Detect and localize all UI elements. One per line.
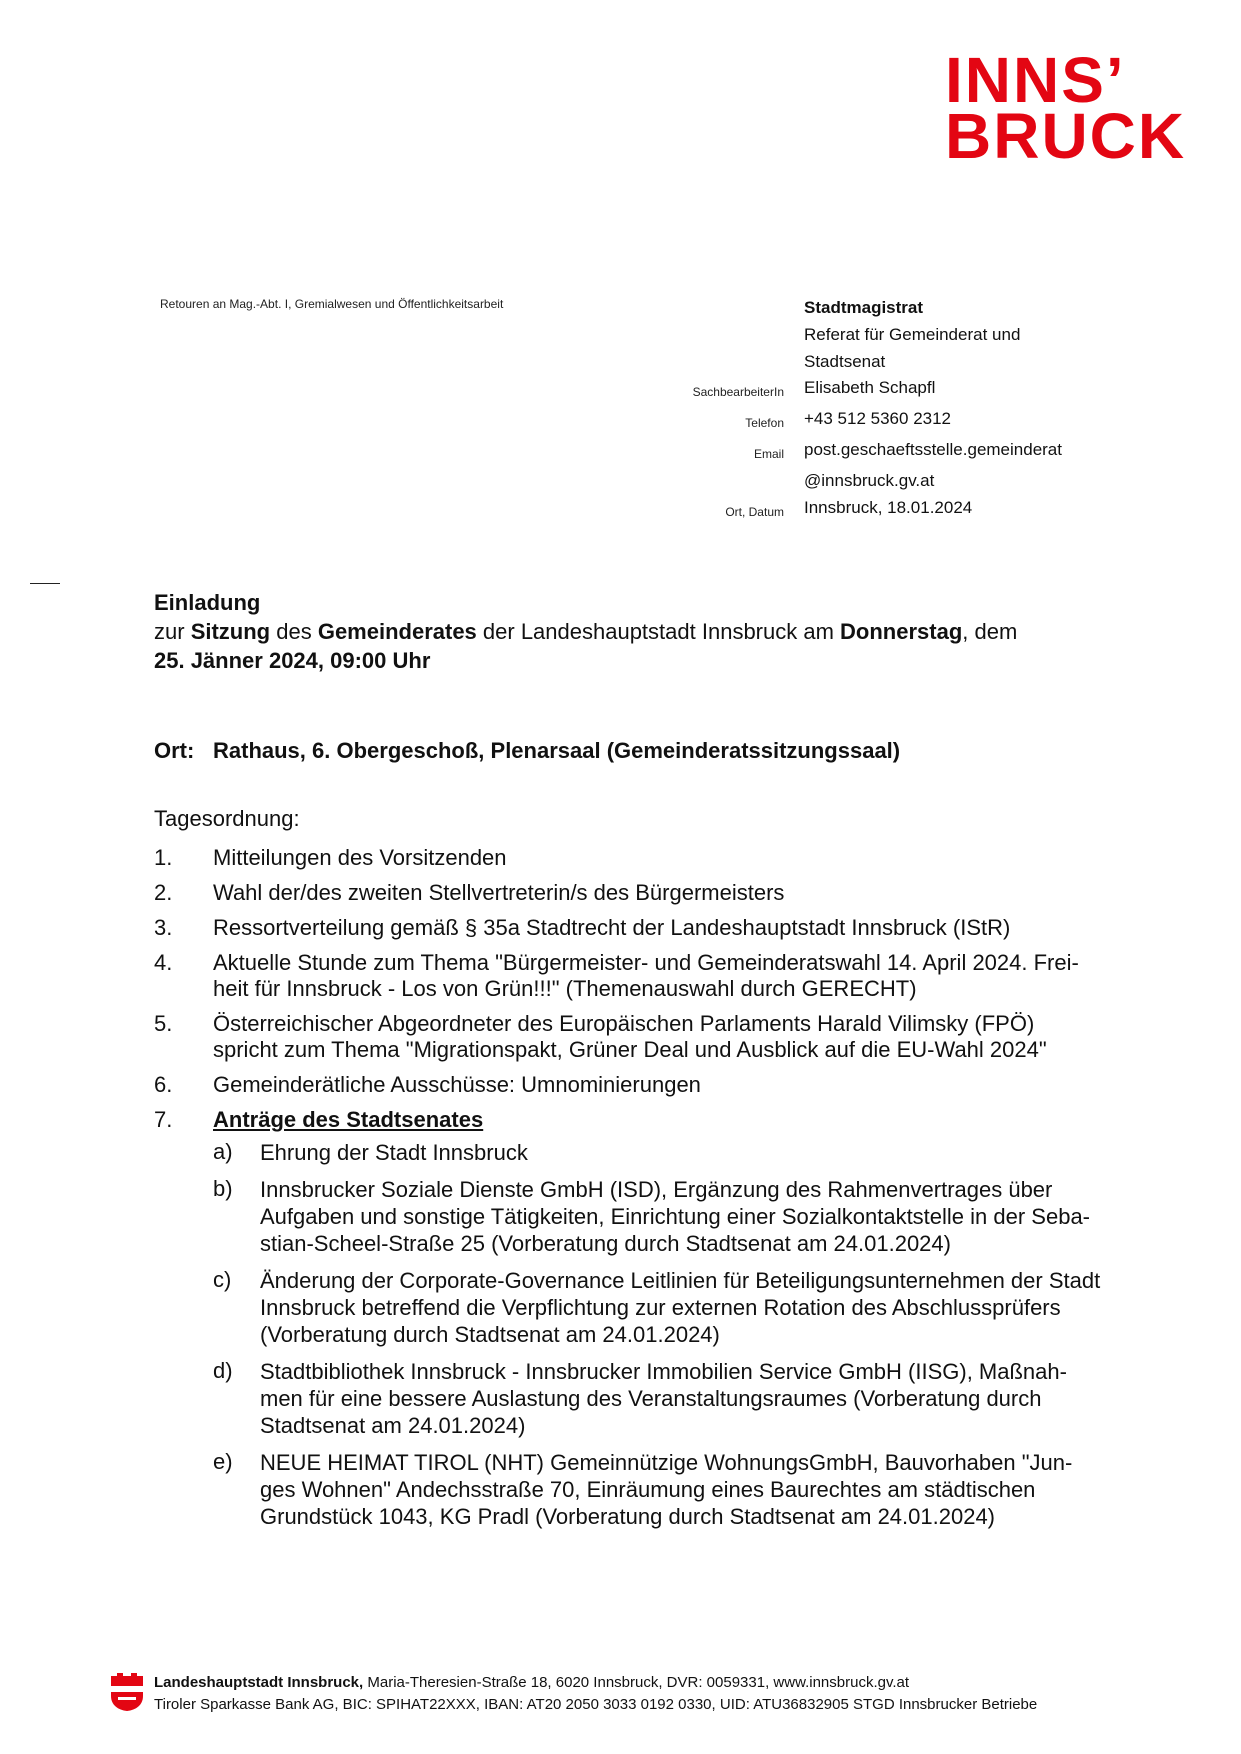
subitem-text	[260, 1176, 1144, 1257]
agenda-num: 2.	[154, 880, 173, 905]
subitem-text	[260, 1449, 1144, 1530]
email-line-2: @innsbruck.gv.at	[804, 470, 935, 490]
agenda-num: 3.	[154, 915, 173, 940]
invitation-text-1: zur	[154, 619, 191, 644]
subitem-letter: c)	[213, 1267, 232, 1292]
footer	[110, 1672, 1170, 1716]
agenda-text-line: Aktuelle Stunde zum Thema "Bürgermeister- und Gemeinderatswahl 14. April 2024. Frei-	[213, 950, 1079, 975]
subitem-text	[260, 1267, 1144, 1348]
subitem-letter: d)	[213, 1358, 233, 1383]
sender-block	[690, 295, 1150, 525]
subitem-c	[213, 1267, 1144, 1348]
footer-text	[154, 1672, 1170, 1716]
subitem-letter: e)	[213, 1449, 233, 1474]
place-date-label: Ort, Datum	[725, 504, 784, 519]
agenda-num: 4.	[154, 950, 173, 975]
coat-of-arms-icon	[110, 1672, 144, 1712]
subitem-line: men für eine bessere Auslastung des Veranstaltungsraumes (Vorberatung durch	[260, 1386, 1042, 1411]
invitation-text-6: Donnerstag	[840, 619, 963, 644]
invitation-date: 25. Jänner 2024, 09:00 Uhr	[154, 648, 431, 673]
email-label: Email	[753, 446, 784, 461]
meeting-location	[154, 738, 900, 764]
subitem-e	[213, 1449, 1144, 1530]
subitem-line: Stadtsenat am 24.01.2024)	[260, 1413, 526, 1438]
invitation-text-5: der Landeshauptstadt Innsbruck am	[476, 619, 841, 644]
city-logo	[945, 44, 1190, 177]
logo-line-1: INNS’	[945, 44, 1126, 116]
agenda-text-line: heit für Innsbruck - Los von Grün!!!" (Themenauswahl durch GERECHT)	[213, 976, 917, 1001]
agenda-item-7	[154, 1107, 1144, 1540]
subitem-text	[260, 1139, 1144, 1166]
agenda-text	[213, 950, 1144, 1002]
agenda-item-2	[154, 880, 1144, 906]
agenda-num: 1.	[154, 845, 173, 870]
agenda-num: 7.	[154, 1107, 173, 1132]
clerk-name: Elisabeth Schapfl	[804, 378, 936, 398]
location-value: Rathaus, 6. Obergeschoß, Plenarsaal (Gemeinderatssitzungssaal)	[213, 738, 901, 763]
agenda-num: 6.	[154, 1072, 173, 1097]
subitem-line: Aufgaben und sonstige Tätigkeiten, Einrichtung einer Sozialkontaktstelle in der Seba-	[260, 1204, 1091, 1229]
agenda-text	[213, 1107, 1144, 1540]
subitem-line: ges Wohnen" Andechsstraße 70, Einräumung eines Baurechtes am städtischen	[260, 1477, 1036, 1502]
invitation-text-7: , dem	[962, 619, 1018, 644]
agenda-item-1	[154, 845, 1144, 871]
subitem-text	[260, 1358, 1144, 1439]
agenda-item-4	[154, 950, 1144, 1002]
agenda-num: 5.	[154, 1011, 173, 1036]
agenda-text	[213, 1011, 1144, 1063]
phone-label: Telefon	[745, 416, 784, 431]
agenda-item-3	[154, 915, 1144, 941]
subitem-list	[213, 1139, 1144, 1530]
sender-dept-line-2: Stadtsenat	[804, 351, 886, 371]
subitem-line: Innsbruck betreffend die Verpflichtung zur externen Rotation des Abschlussprüfers	[260, 1295, 1061, 1320]
subitem-line: Grundstück 1043, KG Pradl (Vorberatung durch Stadtsenat am 24.01.2024)	[260, 1504, 996, 1529]
fold-mark	[30, 583, 60, 584]
agenda-text-line: Österreichischer Abgeordneter des Europäischen Parlaments Harald Vilimsky (FPÖ)	[213, 1011, 1035, 1036]
subitem-letter: b)	[213, 1176, 233, 1201]
invitation-heading: Einladung	[154, 590, 261, 615]
logo-line-2: BRUCK	[945, 100, 1187, 172]
invitation-text-3: des	[270, 619, 318, 644]
phone-value: +43 512 5360 2312	[804, 409, 952, 429]
subitem-line: Stadtbibliothek Innsbruck - Innsbrucker Immobilien Service GmbH (IISG), Maßnah-	[260, 1359, 1067, 1384]
invitation-text-4: Gemeinderates	[317, 619, 477, 644]
agenda-item-6	[154, 1072, 1144, 1098]
subitem-line: Ehrung der Stadt Innsbruck	[260, 1140, 528, 1165]
subitem-line: Änderung der Corporate-Governance Leitlinien für Beteiligungsunternehmen der Stadt	[260, 1268, 1101, 1293]
agenda-text-line: spricht zum Thema "Migrationspakt, Grüner Deal und Ausblick auf die EU-Wahl 2024"	[213, 1037, 1047, 1062]
agenda-item-5	[154, 1011, 1144, 1063]
agenda-title: Tagesordnung:	[154, 806, 300, 831]
sender-org: Stadtmagistrat	[804, 298, 924, 317]
agenda-text: Gemeinderätliche Ausschüsse: Umnominierungen	[213, 1072, 701, 1097]
return-address: Retouren an Mag.-Abt. I, Gremialwesen und Öffentlichkeitsarbeit	[160, 297, 504, 311]
place-date-value: Innsbruck, 18.01.2024	[804, 497, 973, 517]
clerk-label: SachbearbeiterIn	[692, 385, 784, 400]
footer-line-2: Tiroler Sparkasse Bank AG, BIC: SPIHAT22XXX, IBAN: AT20 2050 3033 0192 0330, UID: ATU36832905 STGD Innsbrucker Betriebe	[154, 1696, 1038, 1713]
footer-line-1	[154, 1672, 1170, 1694]
agenda-section-heading: Anträge des Stadtsenates	[213, 1107, 484, 1132]
agenda-text: Ressortverteilung gemäß § 35a Stadtrecht der Landeshauptstadt Innsbruck (IStR)	[213, 915, 1011, 940]
subitem-line: NEUE HEIMAT TIROL (NHT) Gemeinnützige WohnungsGmbH, Bauvorhaben "Jun-	[260, 1450, 1073, 1475]
agenda-list	[154, 845, 1144, 1549]
footer-city: Landeshauptstadt Innsbruck,	[154, 1674, 364, 1691]
agenda-text: Wahl der/des zweiten Stellvertreterin/s des Bürgermeisters	[213, 880, 785, 905]
subitem-d	[213, 1358, 1144, 1439]
subitem-b	[213, 1176, 1144, 1257]
email-line-1: post.geschaeftsstelle.gemeinderat	[804, 439, 1062, 459]
invitation	[154, 588, 1094, 675]
subitem-line: stian-Scheel-Straße 25 (Vorberatung durch Stadtsenat am 24.01.2024)	[260, 1231, 951, 1256]
subitem-letter: a)	[213, 1139, 233, 1164]
subitem-line: (Vorberatung durch Stadtsenat am 24.01.2024)	[260, 1322, 720, 1347]
subitem-line: Innsbrucker Soziale Dienste GmbH (ISD), Ergänzung des Rahmenvertrages über	[260, 1177, 1053, 1202]
location-label: Ort:	[154, 738, 195, 763]
footer-address: Maria-Theresien-Straße 18, 6020 Innsbruck, DVR: 0059331, www.innsbruck.gv.at	[363, 1674, 910, 1691]
sender-dept-line-1: Referat für Gemeinderat und	[804, 324, 1021, 344]
invitation-line	[154, 617, 1094, 646]
invitation-text-2: Sitzung	[190, 619, 271, 644]
subitem-a	[213, 1139, 1144, 1166]
agenda-text: Mitteilungen des Vorsitzenden	[213, 845, 507, 870]
